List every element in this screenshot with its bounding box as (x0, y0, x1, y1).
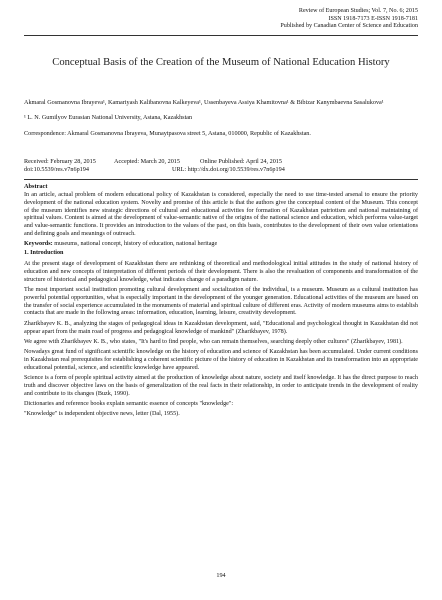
paragraph: Science is a form of people spiritual activity aimed at the production of knowledge about nature, society and itself knowledge. It has the direct purpose to reach truth and discover objective laws on the basis of generalization of the real facts in their relationship, in order to anticipate trends in the development of reality and contribute to its changes (Buzk, 1990). (24, 374, 418, 397)
affiliation: ¹ L. N. Gumilyov Eurasian National University, Astana, Kazakhstan (24, 114, 193, 121)
doi-url[interactable]: URL: http://dx.doi.org/10.5539/res.v7n6p194 (172, 166, 285, 174)
keywords (24, 241, 418, 249)
journal-header (280, 8, 418, 31)
publication-dates (24, 158, 418, 174)
paragraph: Dictionaries and reference books explain semantic essence of concepts "knowledge": (24, 400, 234, 407)
section-heading-introduction: 1. Introduction (24, 250, 64, 257)
doi: doi:10.5539/res.v7n6p194 (24, 166, 89, 174)
journal-issn: ISSN 1918-7173 E-ISSN 1918-7181 (328, 15, 418, 22)
paragraph: Zharikbayev K. B., analyzing the stages of pedagogical ideas in Kazakhstan development, said, "Educational and psychological thought in Kazakhstan did not appear apart from the main road of progress and pedagogical knowledge of mankind" (Zharikbayev, 1978). (24, 320, 418, 335)
keywords-label: Keywords: (24, 241, 53, 248)
paragraph: The most important social institution promoting cultural development and socialization of the individual, is a museum. Museum as a cultural institution has powerful potential opportunities, what is especially important in the development of the younger generation. Educational activities of the museum are based on the transfer of social experience accumulated in the monuments of material and spiritual culture of different eras. Activity of modern museums aims to establish contacts that are made in the following areas: information, education, learning, leisure, creativity development. (24, 286, 418, 317)
author-list: Akmaral Gosmanovna Ibrayeva¹, Kamariyash Kalibanovna Kalkeyeva¹, Ussenbayeva Assiya Khamitovna¹ & Bibizar Kanymbaevna Sasalukova¹ (24, 99, 384, 106)
correspondence: Correspondence: Akmaral Gosmanovna Ibrayeva, Munaytpasova street 5, Astana, 010000, Republic of Kazakhstan. (24, 130, 311, 137)
journal-volume: Review of European Studies; Vol. 7, No. 6; 2015 (298, 8, 418, 14)
journal-publisher: Published by Canadian Center of Science and Education (280, 23, 418, 30)
keywords-text: museums, national concept, history of education, national heritage (52, 241, 218, 248)
page-number: 194 (216, 572, 226, 579)
paper-title: Conceptual Basis of the Creation of the Museum of National Education History (52, 57, 390, 68)
header-divider (24, 35, 418, 36)
paragraph: At the present stage of development of Kazakhstan there are rethinking of theoretical and methodological initial attitudes in the study of national history of education and new concepts of interpretation of different periods of their development. There is also the revaluation of components and transformation of the structure of historical and pedagogical knowledge, what indicates change of a paradigm nature. (24, 260, 418, 283)
online-date: Online Published: April 24, 2015 (200, 158, 282, 165)
accepted-date: Accepted: March 20, 2015 (114, 158, 180, 165)
meta-divider (24, 179, 418, 180)
abstract-text: In an article, actual problem of modern educational policy of Kazakhstan is considered, especially the need to use time-tested arsenal to ensure the priority development of the national education system. Novelty and promise of this article is that the authors give the conceptual content of the Museum. This concept of the museum identifies new strategic directions of cultural and educational activities for formation of Kazakhstan patriotism and national maintaining of spiritual values. Content is aimed at the development of value-semantic native of the origins of the national science and education, which performs value-target and value-semantic functions. It provides an introduction to the values of the past, on this basis, contributes to the development of their own value orientations and defining goals and meanings of outreach. (24, 191, 418, 238)
paragraph: "Knowledge" is independent objective news, letter (Dal, 1955). (24, 411, 180, 418)
paper-body (24, 183, 418, 421)
paragraph: Nowadays great fund of significant scientific knowledge on the history of education and science of Kazakhstan has been accumulated. Under current conditions in Kazakhstan real prerequisites for establishing a coherent scientific picture of the history of education in Kazakhstan and its transformation into an appropriate educational potential, science, and scientific knowledge have appeared. (24, 348, 418, 371)
abstract-heading: Abstract (24, 183, 48, 190)
paragraph: We agree with Zharikbayev K. B., who states, "It's hard to find people, who can remain themselves, searching deeply other cultures" (Zharikbayev, 1981). (24, 338, 403, 345)
received-date: Received: February 28, 2015 (24, 158, 96, 165)
